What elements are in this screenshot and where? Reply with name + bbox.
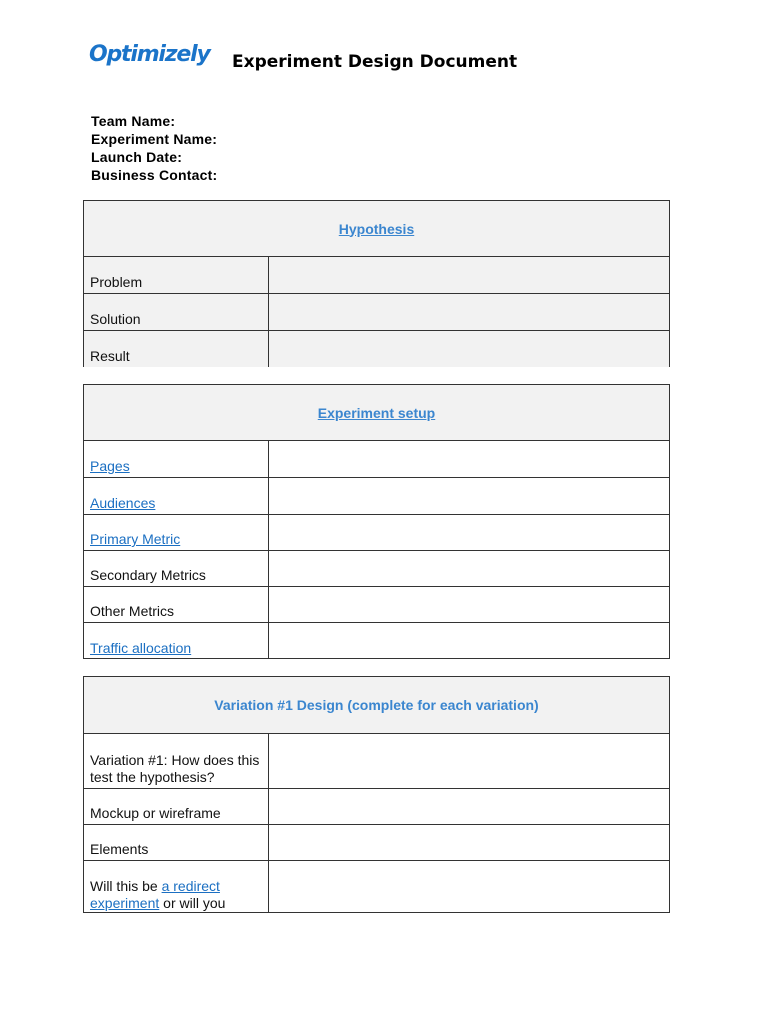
experiment-setup-heading[interactable] — [84, 385, 669, 441]
traffic-allocation-link[interactable]: Traffic allocation — [90, 640, 192, 656]
table-row — [84, 789, 669, 825]
solution-label: Solution — [84, 294, 269, 330]
other-metrics-value-cell[interactable] — [269, 587, 669, 622]
mockup-value-cell[interactable] — [269, 789, 669, 824]
primary-metric-link[interactable]: Primary Metric — [90, 531, 181, 547]
table-row — [84, 257, 669, 294]
secondary-metrics-label: Secondary Metrics — [84, 551, 269, 586]
redirect-label — [84, 861, 269, 913]
audiences-label — [84, 478, 269, 514]
table-row — [84, 331, 669, 367]
table-row — [84, 478, 669, 515]
table-row — [84, 515, 669, 551]
business-contact-label: Business Contact: — [91, 167, 218, 183]
other-metrics-label: Other Metrics — [84, 587, 269, 622]
experiment-setup-table — [83, 384, 670, 659]
primary-metric-value-cell[interactable] — [269, 515, 669, 550]
table-row — [84, 734, 669, 789]
problem-label: Problem — [84, 257, 269, 293]
experiment-name-label: Experiment Name: — [91, 131, 218, 147]
pages-value-cell[interactable] — [269, 441, 669, 477]
solution-value-cell[interactable] — [269, 294, 669, 330]
table-row — [84, 623, 669, 659]
redirect-experiment-link[interactable]: a redirect experiment — [90, 878, 220, 911]
optimizely-logo: Optimizely — [89, 42, 210, 67]
table-row — [84, 441, 669, 478]
variation-hypothesis-value-cell[interactable] — [269, 734, 669, 788]
primary-metric-label — [84, 515, 269, 550]
result-value-cell[interactable] — [269, 331, 669, 367]
result-label: Result — [84, 331, 269, 367]
launch-date-label: Launch Date: — [91, 149, 183, 165]
audiences-link[interactable]: Audiences — [90, 495, 156, 511]
audiences-value-cell[interactable] — [269, 478, 669, 514]
info-block — [91, 112, 217, 184]
table-row — [84, 861, 669, 913]
elements-label: Elements — [84, 825, 269, 860]
redirect-label-post: or will you — [159, 895, 226, 911]
table-row — [84, 587, 669, 623]
traffic-allocation-label — [84, 623, 269, 659]
table-row — [84, 294, 669, 331]
redirect-label-pre: Will this be — [90, 878, 162, 894]
pages-label — [84, 441, 269, 477]
elements-value-cell[interactable] — [269, 825, 669, 860]
variation-heading — [84, 677, 669, 734]
pages-link[interactable]: Pages — [90, 458, 130, 474]
document-title: Experiment Design Document — [232, 52, 518, 72]
variation-heading-text: Variation #1 Design (complete for each variation) — [214, 697, 539, 713]
table-row — [84, 825, 669, 861]
table-row — [84, 551, 669, 587]
team-name-label: Team Name: — [91, 113, 176, 129]
hypothesis-heading-link[interactable]: Hypothesis — [338, 220, 415, 237]
variation-design-table — [83, 676, 670, 913]
variation-hypothesis-label: Variation #1: How does this test the hypothesis? — [84, 734, 269, 788]
traffic-allocation-value-cell[interactable] — [269, 623, 669, 659]
hypothesis-table — [83, 200, 670, 367]
mockup-label: Mockup or wireframe — [84, 789, 269, 824]
experiment-setup-heading-link[interactable]: Experiment setup — [317, 404, 436, 421]
secondary-metrics-value-cell[interactable] — [269, 551, 669, 586]
redirect-value-cell[interactable] — [269, 861, 669, 913]
problem-value-cell[interactable] — [269, 257, 669, 293]
hypothesis-heading[interactable] — [84, 201, 669, 257]
